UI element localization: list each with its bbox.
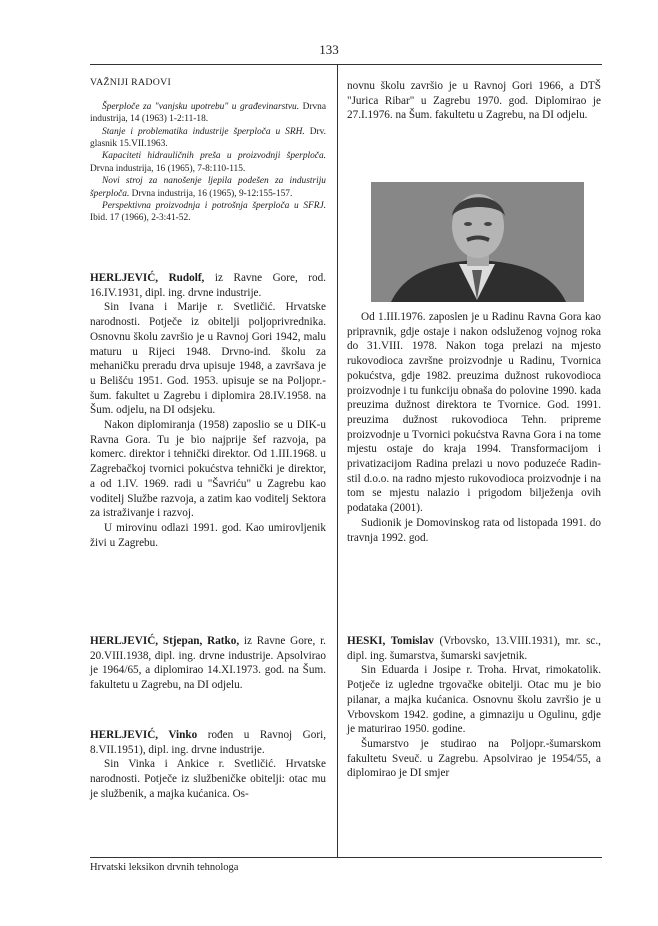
entry-name: HERLJEVIĆ, Stjepan, Ratko, <box>90 635 240 647</box>
running-footer: Hrvatski leksikon drvnih tehnologa <box>90 862 239 873</box>
work-item: Perspektivna proizvodnja i potrošnja šperploča u SFRJ. Ibid. 17 (1966), 2-3:41-52. <box>90 200 326 224</box>
work-item: Kapaciteti hidrauličnih preša u proizvodnji šperploča. Drvna industrija, 16 (1965), 7-8:110-115. <box>90 151 326 174</box>
work-item: Novi stroj za nanošenje ljepila podešen za industriju šperploča. Drvna industrija, 16 (1965), 9-12:155-157. <box>90 176 326 199</box>
entry-name: HERLJEVIĆ, Vinko <box>90 729 198 741</box>
entry-paragraph: Sudionik je Domovinskog rata od listopada 1991. do travnja 1992. god. <box>347 516 601 544</box>
entry-paragraph: Sin Ivana i Marije r. Svetličić. Hrvatske narodnosti. Potječe iz obitelji poljoprivrednika. Osnovnu školu završio je u Ravnoj Gori 1942, malu maturu u Rijeci 1948. Drvno-ind. školu za mehaničku preradu drva upisuje 1948, a završava je u Belišću 1951. God. 1953. upisuje se na Poljopr.-šum. fakultet u Zagrebu i diplomira 28.IV.1958. na Šum. odjelu, na DI odsjeku. <box>90 301 326 417</box>
entry-paragraph: Sin Vinka i Ankice r. Svetličić. Hrvatske narodnosti. Potječe iz službeničke obitelji: otac mu je službenik, a majka kućanica. Os- <box>90 758 326 800</box>
entry-name: HERLJEVIĆ, Rudolf, <box>90 272 205 284</box>
column-divider <box>337 64 338 857</box>
work-item: Šperploče za "vanjsku upotrebu" u građevinarstvu. Drvna industrija, 14 (1963) 1-2:11-18. <box>90 101 327 125</box>
entry-paragraph: Sin Eduarda i Josipe r. Troha. Hrvat, rimokatolik. Potječe iz ugledne trgovačke obitelji. Otac mu je bio pilanar, a majka kućanica. Osnovnu školu završio je u Vrbovskom 1942. godine, a gimnaziju u Ogulinu, gdje je maturirao 1950. godine. <box>347 664 601 736</box>
portrait-image <box>371 182 584 302</box>
entry-heski-tomislav <box>347 634 601 781</box>
entry-name: HESKI, Tomislav <box>347 635 434 647</box>
works-heading: VAŽNIJI RADOVI <box>90 77 172 88</box>
entry-paragraph: Šumarstvo je studirao na Poljopr.-šumarskom fakultetu Sveuč. u Zagrebu. Apsolvirao je 1954/55, a diplomirao je DI smjer <box>347 737 601 780</box>
entry-herljevic-stjepan <box>90 634 326 693</box>
works-list <box>90 101 326 225</box>
entry-herljevic-vinko-continued <box>347 79 601 123</box>
portrait-photo <box>371 182 584 302</box>
entry-intro: HESKI, Tomislav (Vrbovsko, 13.VIII.1931), mr. sc., dipl. ing. šumarstva, šumarski savjetnik. <box>347 635 601 662</box>
entry-herljevic-vinko-career <box>347 310 601 545</box>
entry-herljevic-vinko <box>90 728 326 802</box>
entry-intro: HERLJEVIĆ, Rudolf, iz Ravne Gore, rod. 16.IV.1931, dipl. ing. drvne industrije. <box>90 272 326 299</box>
entry-herljevic-rudolf <box>90 271 326 550</box>
entry-paragraph: novnu školu završio je u Ravnoj Gori 1966, a DTŠ "Jurica Ribar" u Zagrebu 1970. god. Diplomirao je 27.I.1976. na Šum. fakultetu u Zagrebu, na DI odjelu. <box>347 80 601 122</box>
entry-intro: HERLJEVIĆ, Vinko rođen u Ravnoj Gori, 8.VII.1951), dipl. ing. drvne industrije. <box>90 729 326 756</box>
entry-paragraph: Nakon diplomiranja (1958) zaposlio se u DIK-u Ravna Gora. Tu je bio najprije šef razvoja, pa komerc. direktor i tehnički direktor. Od 1.III.1968. u Zagrebačkoj tvornici pokućstva tehnički je direktor, a od 1.IV. 1969. radi u "Šavriću" u Zagrebu kao voditelj Službe razvoja, a zatim kao voditelj Sektora za istraživanje i razvoj. <box>90 419 326 520</box>
entry-paragraph: Od 1.III.1976. zaposlen je u Radinu Ravna Gora kao pripravnik, gdje ostaje i nakon odsluženog vojnog roka do 31.VIII. 1978. Nakon toga prelazi na mjesto rukovodioca završne proizvodnje u Radinu, Tvornica pokućstva, gdje 1982. preuzima dužnost rukovodioca proizvodnje i tu funkciju obnaša do polovine 1990. kada preuzima dužnost direktora te Tvornice. God. 1991. preuzima dužnost rukovodioca Tehn. pripreme proizvodnje u Tvornici pokućstva Ravna Gora i na tome mjestu ostaje do kraja 1994. Transformacijom i privatizacijom Radina prelazi u novo poduzeće Radin-stil d.o.o. na radno mjesto rukovodioca proizvodnje i na tom se mjestu nalazio i prigodom bilježenja ovih podataka (2001). <box>347 311 601 515</box>
bottom-rule <box>90 857 602 858</box>
work-item: Stanje i problematika industrije šperploča u SRH. Drv. glasnik 15.VII.1963. <box>90 126 327 149</box>
top-rule <box>90 64 602 65</box>
works-section <box>90 76 326 225</box>
entry-paragraph: U mirovinu odlazi 1991. god. Kao umirovljenik živi u Zagrebu. <box>90 521 326 549</box>
entry-intro: HERLJEVIĆ, Stjepan, Ratko, iz Ravne Gore, r. 20.VIII.1938, dipl. ing. drvne industrije. Apsolvirao je 1964/65, a diplomirao 14.XI.1973. god. na Šum. fakultetu u Zagrebu, na DI odjelu. <box>90 635 326 692</box>
page-number: 133 <box>319 42 339 57</box>
